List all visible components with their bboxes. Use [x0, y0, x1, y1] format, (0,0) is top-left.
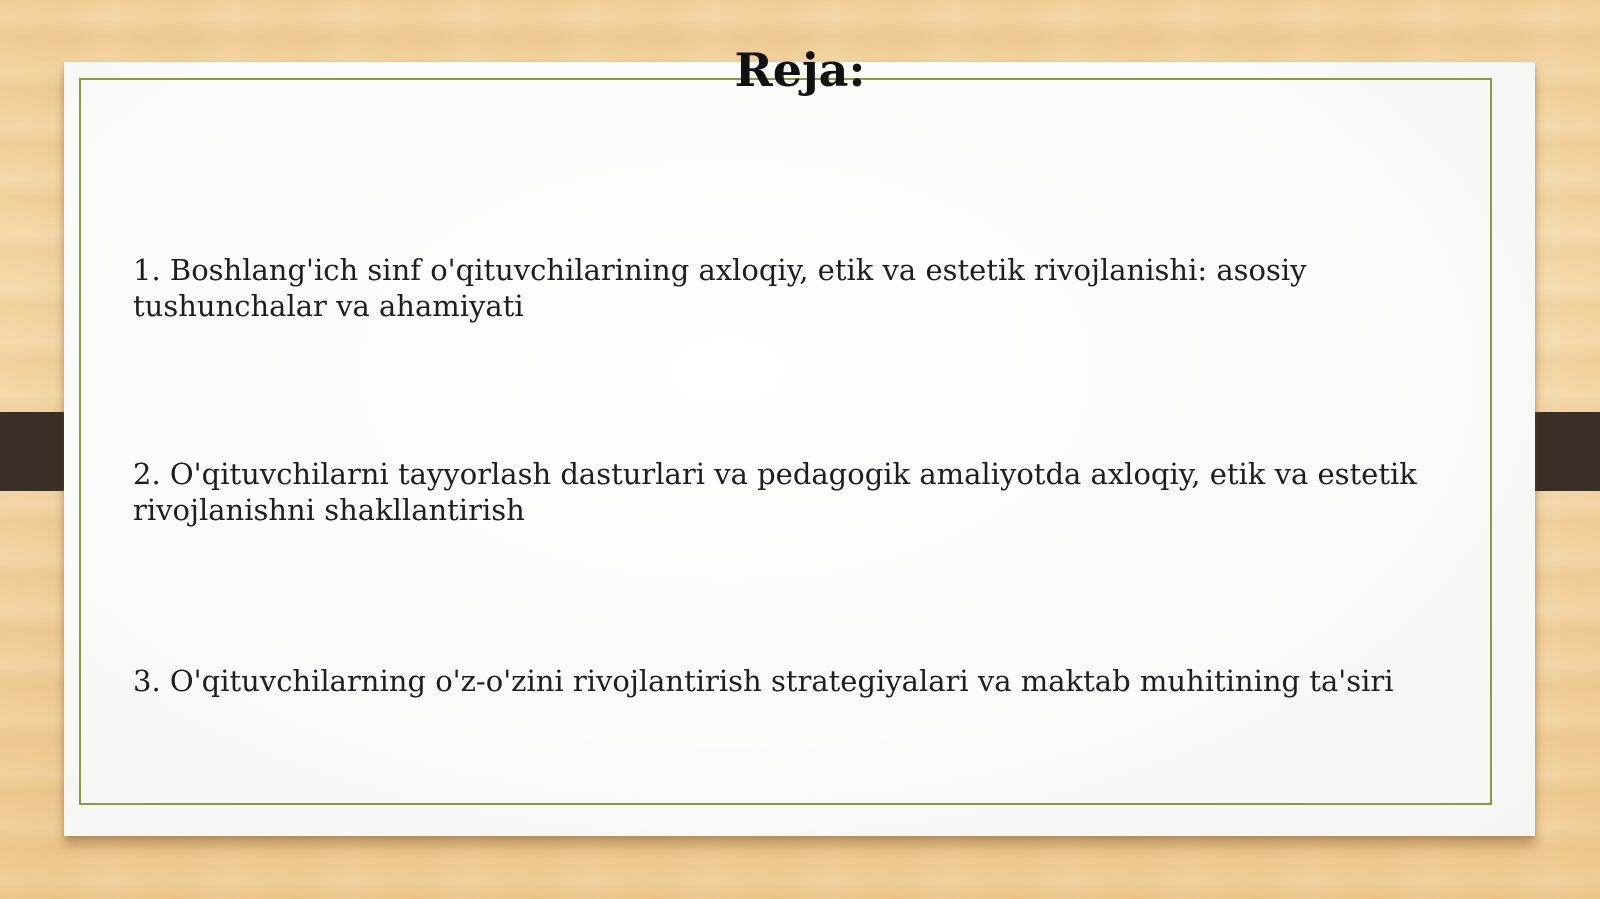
slide-title: Reja: — [734, 43, 866, 97]
plan-item-3: 3. O'qituvchilarning o'z-o'zini rivojlantirish strategiyalari va maktab muhitining ta'siri — [133, 664, 1394, 698]
plan-item-2: 2. O'qituvchilarni tayyorlash dasturlari va pedagogik amaliyotda axloqiy, etik va estetik rivojlanishni shakllantirish — [133, 457, 1417, 527]
slide-card — [64, 62, 1535, 836]
plan-item-1: 1. Boshlang'ich sinf o'qituvchilarining axloqiy, etik va estetik rivojlanishi: asosiy tushunchalar va ahamiyati — [133, 253, 1307, 323]
